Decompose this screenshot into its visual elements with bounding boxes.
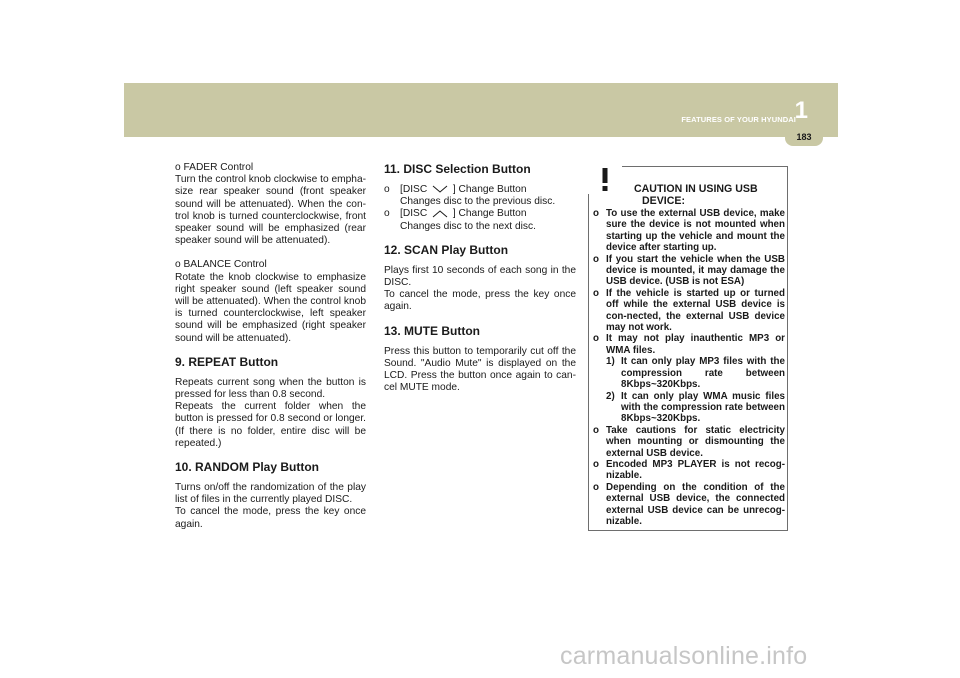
- chevron-down-icon: [431, 185, 449, 193]
- caution-item-text: It may not play inauthentic MP3 or WMA files.: [606, 333, 785, 356]
- left-column: [175, 162, 366, 531]
- warning-icon: [588, 164, 622, 194]
- balance-title: o BALANCE Control: [175, 259, 267, 271]
- page-number: 183: [796, 132, 812, 142]
- sub-item-number: 1): [606, 356, 615, 368]
- disc-down-desc: Changes disc to the previous disc.: [400, 196, 556, 208]
- header-band: [124, 83, 838, 137]
- caution-title-line-2: DEVICE:: [642, 195, 685, 207]
- caution-item-text: Depending on the condition of the external USB device, the connected external USB device can be unrecog-nizable.: [606, 481, 785, 527]
- caution-item-text: Take cautions for static electricity when mounting or dismounting the external USB device.: [606, 424, 785, 459]
- section-title: FEATURES OF YOUR HYUNDAI: [681, 115, 796, 124]
- middle-column: [384, 162, 576, 394]
- list-marker: o: [593, 458, 599, 470]
- caution-item-text: To use the external USB device, make sure the device is not mounted when starting up the vehicle and mount the device after starting up.: [606, 208, 785, 254]
- balance-text: Rotate the knob clockwise to emphasize right speaker sound (left speaker sound will be attenuated). When the control knob is turned counterclockwise, left speaker sound will be emphasized (right speaker sound will be attenuated).: [175, 271, 366, 344]
- caution-item: [593, 459, 785, 482]
- repeat-text-2: Repeats the current folder when the button is pressed for 0.8 second or longer. (If there is no folder, entire disc will be repeated.): [175, 401, 366, 449]
- list-marker: o: [593, 481, 599, 493]
- caution-item: [593, 208, 785, 254]
- mute-text: Press this button to temporarily cut off the Sound. "Audio Mute" is displayed on the LCD. Press the button once again to can-cel MUTE mode.: [384, 345, 576, 394]
- disc-heading: 11. DISC Selection Button: [384, 162, 531, 176]
- caution-item-text: If you start the vehicle when the USB device is mounted, it may damage the USB device. (USB is not ESA): [606, 253, 785, 288]
- disc-down-item: [384, 184, 576, 208]
- caution-item: [593, 425, 785, 459]
- list-marker: o: [593, 253, 599, 265]
- repeat-text-1: Repeats current song when the button is pressed for less than 0.8 second.: [175, 376, 366, 401]
- page-number-tab: [785, 131, 823, 146]
- sub-item-text: It can only play WMA music files with the compression rate between 8Kbps~320Kbps.: [621, 390, 785, 425]
- scan-heading: 12. SCAN Play Button: [384, 242, 509, 257]
- watermark: carmanualsonline.info: [560, 642, 808, 670]
- caution-list: [593, 208, 785, 527]
- list-marker: o: [593, 333, 599, 345]
- fader-title: o FADER Control: [175, 162, 254, 173]
- disc-up-item: [384, 208, 576, 232]
- disc-down-label-pre: [DISC: [400, 184, 428, 195]
- caution-item: [593, 333, 785, 424]
- sub-item-number: 2): [606, 390, 615, 402]
- caution-item: [593, 482, 785, 528]
- repeat-heading: 9. REPEAT Button: [175, 354, 279, 369]
- caution-item-text: If the vehicle is started up or turned off while the external USB device is con-nected, the external USB device may not work.: [606, 287, 785, 334]
- list-marker: o: [593, 287, 599, 299]
- disc-down-label-post: ] Change Button: [452, 184, 527, 195]
- list-marker: o: [384, 184, 390, 195]
- scan-text-1: Plays first 10 seconds of each song in the DISC.: [384, 264, 576, 289]
- mute-heading: 13. MUTE Button: [384, 323, 480, 338]
- caution-title-line-1: CAUTION IN USING USB: [634, 183, 758, 195]
- list-marker: o: [593, 424, 599, 436]
- list-marker: o: [384, 208, 390, 220]
- list-marker: o: [593, 208, 599, 219]
- caution-item: [593, 288, 785, 334]
- random-heading: 10. RANDOM Play Button: [175, 460, 320, 475]
- fader-text: Turn the control knob clockwise to empha-size rear speaker sound (front speaker sound will be attenuated). When the con-trol knob is turned counterclockwise, front speaker sound will be emphasized (rear speaker sound will be attenuated).: [175, 174, 367, 247]
- caution-sub-item: [606, 356, 785, 390]
- sub-item-text: It can only play MP3 files with the compression rate between 8Kbps~320Kbps.: [621, 356, 785, 391]
- chevron-up-icon: [431, 210, 449, 218]
- random-text-1: Turns on/off the randomization of the play list of files in the currently played DISC.: [175, 482, 366, 506]
- caution-item: [593, 254, 785, 288]
- random-text-2: To cancel the mode, press the key once again.: [175, 506, 366, 530]
- caution-sub-item: [606, 391, 785, 425]
- disc-up-label-pre: [DISC: [400, 208, 428, 220]
- disc-up-desc: Changes disc to the next disc.: [400, 220, 536, 232]
- caution-title: [634, 183, 774, 207]
- disc-up-label-post: ] Change Button: [452, 208, 527, 220]
- chapter-number: 1: [794, 97, 808, 124]
- scan-text-2: To cancel the mode, press the key once again.: [384, 289, 576, 313]
- caution-item-text: Encoded MP3 PLAYER is not recog-nizable.: [606, 458, 785, 482]
